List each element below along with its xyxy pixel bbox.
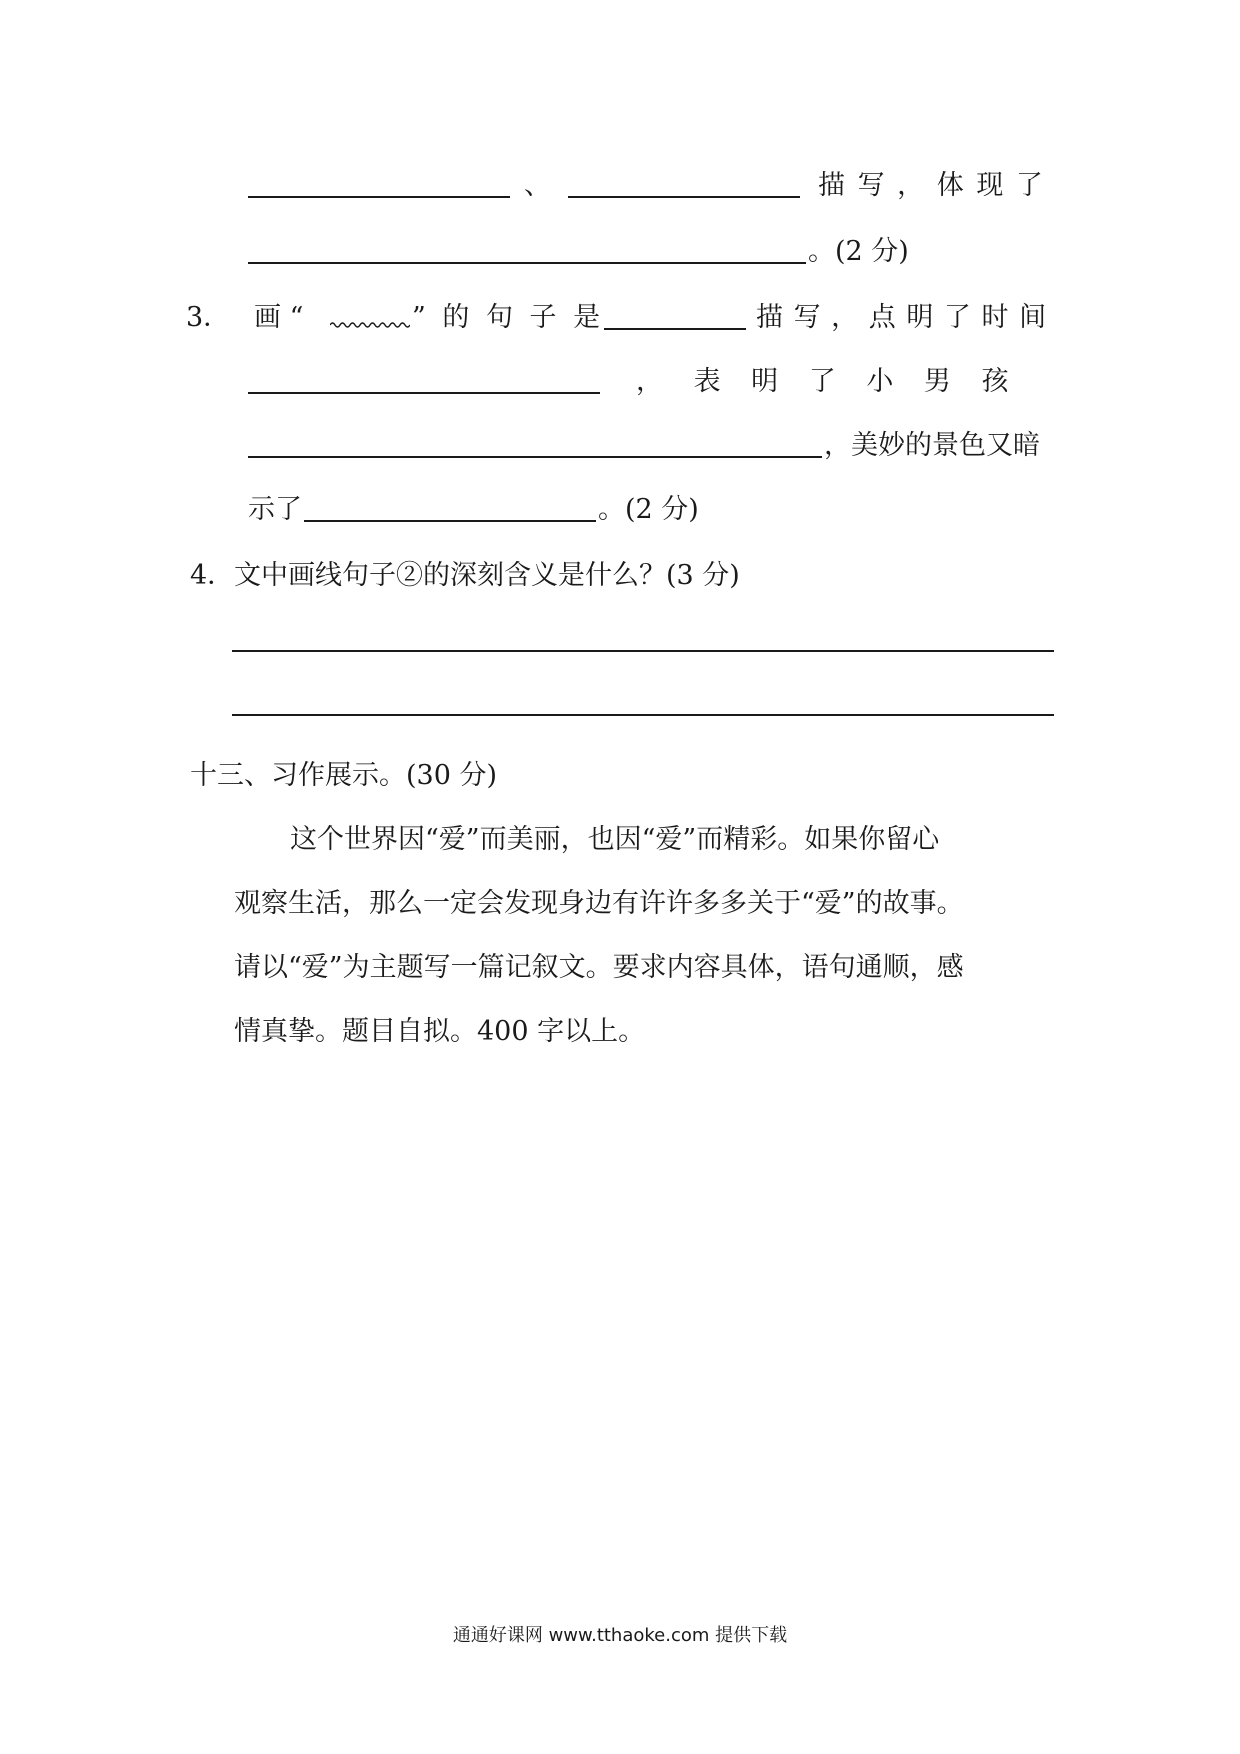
answer-line[interactable] bbox=[232, 650, 1054, 652]
q3-line2-text: ， 表 明 了 小 男 孩 bbox=[636, 366, 1009, 397]
separator-mark: 、 bbox=[524, 170, 551, 201]
prompt-line: 情真挚。题目自拟。400 字以上。 bbox=[234, 1016, 646, 1047]
answer-blank[interactable] bbox=[248, 392, 600, 394]
q3-prefix: 画 “ bbox=[254, 302, 304, 333]
answer-blank[interactable] bbox=[248, 262, 806, 264]
prompt-line: 这个世界因“爱”而美丽，也因“爱”而精彩。如果你留心 bbox=[290, 824, 940, 855]
answer-blank[interactable] bbox=[248, 196, 510, 198]
answer-blank[interactable] bbox=[604, 328, 746, 330]
q3-score: 。(2 分) bbox=[598, 494, 699, 525]
q3-number: 3． bbox=[186, 302, 231, 333]
q3-suffix: ” 的 句 子 是 bbox=[412, 302, 605, 333]
q4-number: 4． bbox=[190, 560, 235, 591]
q2-score: 。(2 分) bbox=[808, 236, 909, 267]
wavy-underline-icon bbox=[330, 316, 410, 334]
q4-question: 文中画线句子②的深刻含义是什么？(3 分) bbox=[234, 560, 740, 591]
q3-after-blank1: 描 写 ， 点 明 了 时 间 bbox=[756, 302, 1048, 333]
answer-line[interactable] bbox=[232, 714, 1054, 716]
q2-describe-text: 描 写 ， 体 现 了 bbox=[818, 170, 1045, 201]
q3-line3-text: ，美妙的景色又暗 bbox=[824, 430, 1040, 461]
footer-credit: 通通好课网 www.tthaoke.com 提供下载 bbox=[452, 1625, 788, 1646]
answer-blank[interactable] bbox=[568, 196, 800, 198]
q3-line4-prefix: 示了 bbox=[248, 494, 302, 525]
answer-blank[interactable] bbox=[304, 520, 596, 522]
prompt-line: 观察生活，那么一定会发现身边有许许多多关于“爱”的故事。 bbox=[234, 888, 964, 919]
answer-blank[interactable] bbox=[248, 456, 822, 458]
section-heading: 十三、习作展示。(30 分) bbox=[190, 760, 498, 791]
prompt-line: 请以“爱”为主题写一篇记叙文。要求内容具体，语句通顺，感 bbox=[234, 952, 964, 983]
